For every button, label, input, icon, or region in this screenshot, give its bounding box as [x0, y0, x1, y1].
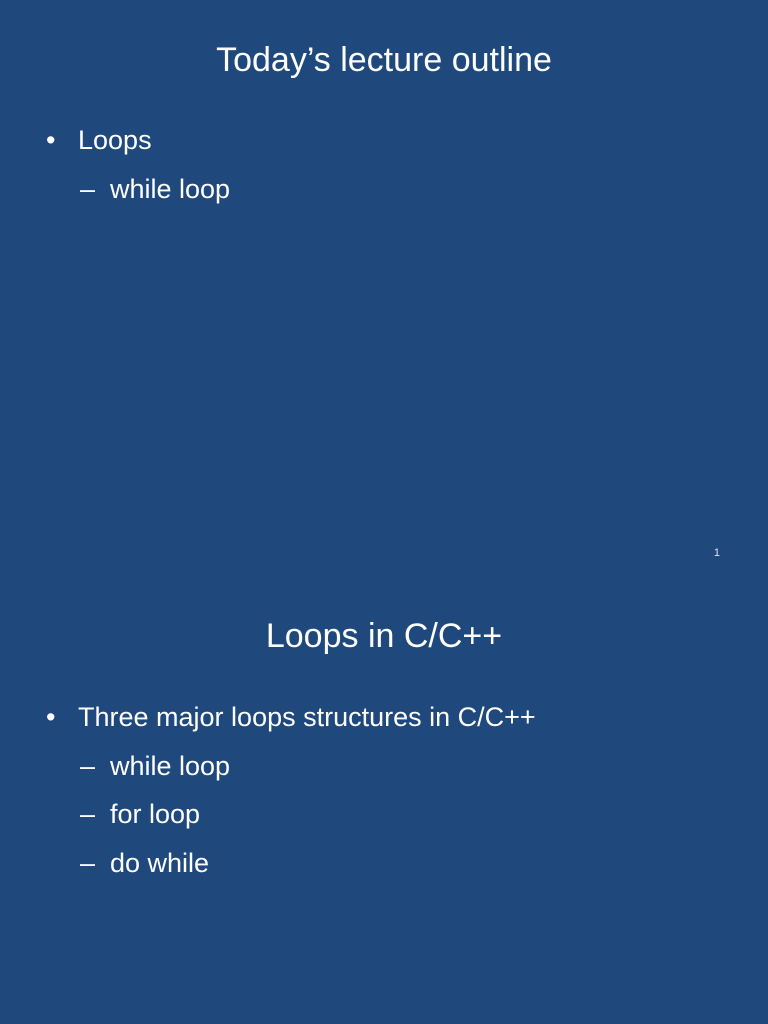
slide-2-subbullet-for-loop [80, 797, 200, 831]
slide-1-bullet-loops [46, 123, 152, 157]
bullet-text: Loops [78, 125, 152, 155]
bullet-text: while loop [110, 174, 231, 204]
dash-marker: – [80, 848, 96, 878]
slide-1-title: Today’s lecture outline [216, 41, 552, 79]
bullet-text: do while [110, 848, 210, 878]
bullet-text: for loop [110, 799, 201, 829]
dash-marker: – [80, 174, 96, 204]
dash-marker: – [80, 751, 96, 781]
page-number: 1 [713, 547, 720, 559]
slide-2 [0, 576, 768, 1024]
dash-marker: – [80, 799, 96, 829]
slide-2-bullet-three-major-loops [46, 700, 536, 734]
bullet-text: while loop [110, 751, 231, 781]
bullet-marker: • [46, 125, 56, 155]
slide-1-subbullet-while-loop [80, 172, 230, 206]
slide-2-title: Loops in C/C++ [265, 617, 503, 655]
bullet-text: Three major loops structures in C/C++ [78, 702, 536, 732]
bullet-marker: • [46, 702, 56, 732]
slide-2-subbullet-do-while [80, 846, 209, 880]
slide-2-subbullet-while-loop [80, 749, 230, 783]
